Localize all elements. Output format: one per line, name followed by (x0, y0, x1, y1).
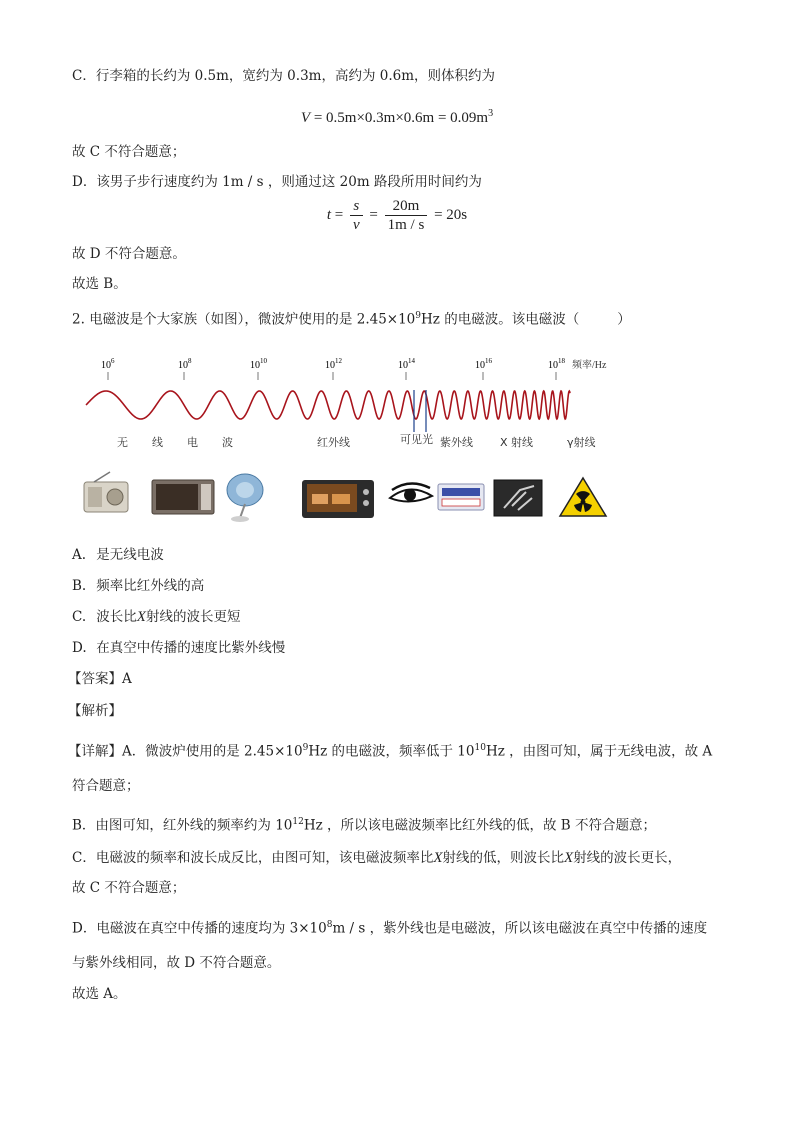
detail-var: X (433, 850, 443, 866)
fraction-num: 20m (385, 197, 428, 216)
answer-line (68, 669, 132, 689)
detail-text: Hz 的电磁波，频率低于 10 (308, 743, 475, 760)
detail-d-line-2: 与紫外线相同，故 D 不符合题意。 (72, 955, 281, 971)
analysis-label: 【解析】 (68, 703, 122, 719)
stem-exp: 9 (415, 311, 422, 321)
detail-exp: 9 (302, 743, 309, 753)
question-stem (72, 306, 631, 330)
option-text: 在真空中传播的速度比紫外线慢 (96, 640, 286, 656)
toaster-oven-icon (302, 480, 374, 518)
option-label: B. (72, 578, 87, 594)
detail-var: X (564, 850, 574, 866)
uv-device-icon (438, 484, 484, 510)
axis-label: 频率/Hz (572, 360, 607, 371)
option-label: C. (72, 609, 87, 625)
option-a[interactable] (72, 545, 164, 565)
tick-label-1e18: $10^{18}$ (548, 357, 565, 371)
detail-b-line (72, 812, 656, 836)
band-label-gamma: γ射线 (567, 436, 596, 449)
option-text: 射线的波长更短 (145, 609, 241, 625)
band-label-radio-2: 线 (152, 436, 163, 449)
tick-label-1e6: $10^6$ (101, 357, 115, 371)
illustrations-row (84, 472, 606, 522)
formula-eq: = (334, 206, 344, 223)
text-line: 故选 B。 (72, 276, 127, 292)
option-c[interactable] (72, 607, 240, 627)
band-label-radio-3: 电 (187, 436, 198, 449)
detail-text: D．电磁波在真空中传播的速度均为 3×10 (72, 920, 327, 937)
radiation-warning-icon (560, 478, 606, 516)
option-text: 波长比 (96, 609, 137, 625)
fraction-num: s (350, 197, 363, 216)
formula-exp: 3 (488, 108, 494, 119)
detail-a-line (68, 738, 712, 762)
answer-label: 【答案】 (68, 671, 122, 687)
detail-label: 【详解】 (68, 743, 122, 760)
text-line: C．行李箱的长约为 0.5m，宽约为 0.3m，高约为 0.6m，则体积约为 (72, 68, 496, 84)
detail-text: 射线的低，则波长比 (442, 850, 565, 866)
text-line: 故 C 不符合题意； (72, 144, 186, 160)
detail-text: Hz ，由图可知，属于无线电波，故 A (485, 743, 713, 760)
band-labels (117, 432, 596, 449)
detail-text: A．微波炉使用的是 2.45×10 (122, 743, 303, 760)
detail-d-line (72, 915, 707, 939)
volume-formula (0, 104, 794, 128)
detail-text: Hz ，所以该电磁波频率比红外线的低，故 B 不符合题意； (303, 817, 657, 834)
formula-body: = 0.5m×0.3m×0.6m = 0.09m (313, 110, 489, 126)
option-text: 是无线电波 (96, 547, 164, 563)
fraction (350, 197, 363, 234)
band-label-infrared: 红外线 (317, 436, 350, 449)
band-label-radio-1: 无 (117, 436, 128, 449)
tick-label-1e16: $10^{16}$ (475, 357, 492, 371)
detail-c-line-2: 故 C 不符合题意； (72, 880, 186, 896)
detail-text: C．电磁波的频率和波长成反比，由图可知，该电磁波频率比 (72, 850, 434, 866)
option-text: 频率比红外线的高 (96, 578, 205, 594)
detail-text: B．由图可知，红外线的频率约为 10 (72, 817, 293, 834)
question-number: 2. (72, 311, 85, 328)
fraction-den: v (353, 217, 360, 233)
stem-part: 电磁波是个大家族（如图），微波炉使用的是 2.45×10 (89, 311, 416, 328)
option-b[interactable] (72, 576, 204, 596)
text-line: D．该男子步行速度约为 1m / s ，则通过这 20m 路段所用时间约为 (72, 174, 482, 190)
detail-text: m / s ，紫外线也是电磁波，所以该电磁波在真空中传播的速度 (332, 920, 708, 937)
band-label-visible: 可见光 (400, 433, 433, 446)
detail-a-line-2: 符合题意； (72, 778, 140, 794)
option-d[interactable] (72, 638, 285, 658)
tick-label-1e14: $10^{14}$ (398, 357, 415, 371)
tick-label-1e12: $10^{12}$ (325, 357, 342, 371)
eye-icon (390, 483, 432, 501)
option-label: A. (72, 547, 87, 563)
tick-label-1e8: $10^8$ (178, 357, 192, 371)
final-answer-line: 故选 A。 (72, 986, 127, 1002)
option-label: D. (72, 640, 87, 656)
band-label-radio-4: 波 (222, 436, 233, 449)
frequency-tick-labels (101, 357, 607, 371)
fraction (385, 197, 428, 234)
detail-c-line (72, 848, 681, 868)
detail-exp: 10 (474, 743, 486, 753)
tick-label-1e10: $10^{10}$ (250, 357, 267, 371)
time-formula (0, 197, 794, 234)
formula-var: V (300, 110, 311, 126)
band-label-uv: 紫外线 (440, 436, 473, 449)
visible-light-markers (414, 390, 426, 432)
tick-marks (108, 372, 556, 380)
radio-icon (84, 472, 128, 512)
detail-text: 射线的波长更长， (573, 850, 682, 866)
formula-eq: = (369, 206, 378, 223)
option-var: X (136, 609, 146, 625)
band-label-xray: X 射线 (500, 436, 534, 449)
detail-exp: 8 (326, 920, 333, 930)
detail-exp: 12 (292, 817, 304, 827)
wave-curve (86, 391, 570, 419)
text-line: 故 D 不符合题意。 (72, 246, 186, 262)
em-spectrum-figure (80, 350, 620, 530)
answer-value: A (122, 671, 132, 687)
formula-result: = 20s (434, 206, 468, 223)
microwave-icon (152, 480, 214, 514)
stem-part: Hz 的电磁波。该电磁波（ (421, 311, 580, 328)
fraction-den: 1m / s (387, 217, 425, 233)
xray-image-icon (494, 480, 542, 516)
stem-part: ） (617, 311, 631, 328)
formula-var: t (326, 206, 332, 223)
satellite-dish-icon (227, 474, 263, 522)
